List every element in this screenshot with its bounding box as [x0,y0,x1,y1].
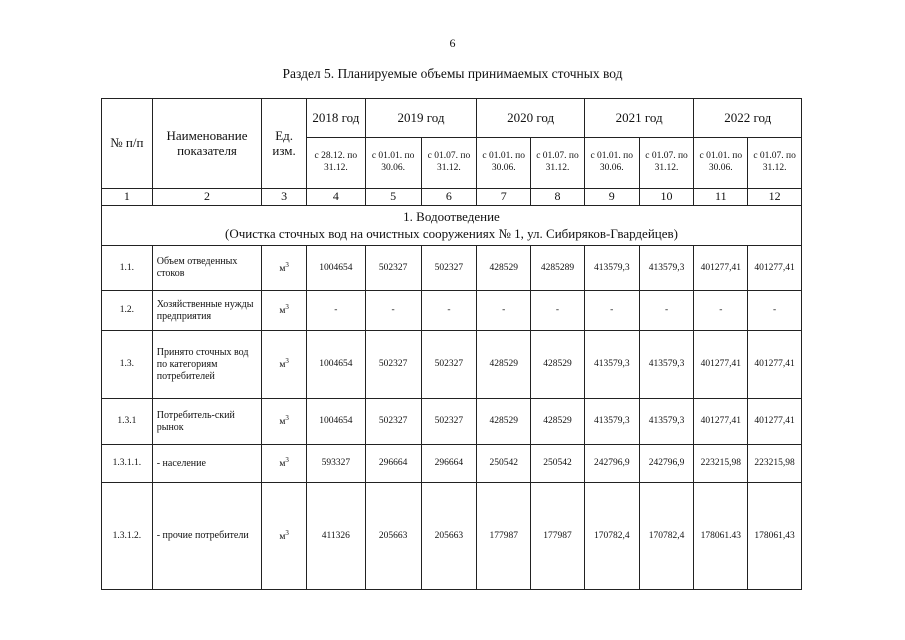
header-period: с 01.07. по 31.12. [531,138,585,189]
unit-cell [262,331,307,399]
value-cell: 428529 [477,246,531,291]
value-cell: 242796,9 [639,445,694,483]
column-index: 7 [477,189,531,206]
table-row [102,399,802,445]
value-cell: 502327 [365,399,421,445]
header-year: 2022 год [694,99,802,138]
value-cell: 205663 [421,483,477,590]
unit-cell [262,483,307,590]
value-cell: 223215,98 [748,445,802,483]
unit-label: м [279,459,286,470]
value-cell: 250542 [531,445,585,483]
unit-exponent: 3 [285,456,289,465]
unit-label: м [279,360,286,371]
header-year: 2021 год [584,99,694,138]
value-cell: 170782,4 [639,483,694,590]
value-cell: 1004654 [306,246,365,291]
indicator-name: Объем отведенных стоков [152,246,262,291]
section-heading-line1: 1. Водоотведение [403,209,500,225]
value-cell: 413579,3 [639,399,694,445]
value-cell: 296664 [365,445,421,483]
header-period: с 01.07. по 31.12. [421,138,477,189]
header-year: 2019 год [365,99,477,138]
value-cell: - [477,291,531,331]
value-cell: 178061,43 [748,483,802,590]
indicator-name: Потребитель-ский рынок [152,399,262,445]
table-row [102,291,802,331]
value-cell: 1004654 [306,331,365,399]
unit-exponent: 3 [285,260,289,269]
value-cell: 413579,3 [584,246,639,291]
value-cell: 502327 [421,399,477,445]
header-period: с 01.01. по 30.06. [584,138,639,189]
row-number: 1.3. [102,331,153,399]
header-row-years [102,99,802,138]
value-cell: 401277,41 [694,331,748,399]
value-cell: 428529 [531,331,585,399]
column-index: 3 [262,189,307,206]
header-period: с 28.12. по 31.12. [306,138,365,189]
unit-label: м [279,306,286,317]
header-period: с 01.01. по 30.06. [477,138,531,189]
column-index: 10 [639,189,694,206]
value-cell: - [306,291,365,331]
wastewater-volumes-table [101,98,802,590]
header-period: с 01.01. по 30.06. [694,138,748,189]
column-index: 5 [365,189,421,206]
value-cell: 1004654 [306,399,365,445]
header-year: 2020 год [477,99,585,138]
header-num: № п/п [102,99,153,189]
indicator-name: Принято сточных вод по категориям потребителей [152,331,262,399]
unit-exponent: 3 [285,414,289,423]
unit-cell [262,246,307,291]
unit-cell [262,445,307,483]
column-index: 6 [421,189,477,206]
value-cell: 250542 [477,445,531,483]
value-cell: 413579,3 [639,246,694,291]
value-cell: 401277,41 [748,331,802,399]
value-cell: 502327 [365,246,421,291]
header-period: с 01.07. по 31.12. [748,138,802,189]
unit-cell [262,399,307,445]
column-index-row [102,189,802,206]
value-cell: 401277,41 [694,246,748,291]
value-cell: 413579,3 [584,331,639,399]
column-index: 11 [694,189,748,206]
section-heading-row [102,206,802,246]
value-cell: 205663 [365,483,421,590]
value-cell: 413579,3 [639,331,694,399]
value-cell: 178061.43 [694,483,748,590]
table-row [102,246,802,291]
unit-cell [262,291,307,331]
row-number: 1.3.1.2. [102,483,153,590]
column-index: 1 [102,189,153,206]
table-row [102,331,802,399]
value-cell: 502327 [421,331,477,399]
value-cell: 401277,41 [694,399,748,445]
row-number: 1.3.1.1. [102,445,153,483]
row-number: 1.3.1 [102,399,153,445]
row-number: 1.1. [102,246,153,291]
value-cell: - [365,291,421,331]
value-cell: 4285289 [531,246,585,291]
indicator-name: Хозяйственные нужды предприятия [152,291,262,331]
section-title: Раздел 5. Планируемые объемы принимаемых сточных вод [282,66,623,81]
table-row [102,445,802,483]
header-period: с 01.07. по 31.12. [639,138,694,189]
page-number: 6 [449,36,456,50]
column-index: 8 [531,189,585,206]
unit-label: м [279,532,286,543]
indicator-name: - прочие потребители [152,483,262,590]
value-cell: 428529 [477,331,531,399]
value-cell: 177987 [531,483,585,590]
column-index: 2 [152,189,262,206]
value-cell: 177987 [477,483,531,590]
indicator-name: - население [152,445,262,483]
unit-exponent: 3 [285,528,289,537]
value-cell: 413579,3 [584,399,639,445]
value-cell: 428529 [531,399,585,445]
table-row [102,483,802,590]
value-cell: 223215,98 [694,445,748,483]
value-cell: 593327 [306,445,365,483]
value-cell: 242796,9 [584,445,639,483]
unit-label: м [279,417,286,428]
header-year: 2018 год [306,99,365,138]
unit-label: м [279,264,286,275]
value-cell: 170782,4 [584,483,639,590]
column-index: 4 [306,189,365,206]
header-name: Наименование показателя [152,99,262,189]
unit-exponent: 3 [285,303,289,312]
value-cell: 411326 [306,483,365,590]
value-cell: 296664 [421,445,477,483]
value-cell: 401277,41 [748,246,802,291]
unit-exponent: 3 [285,357,289,366]
value-cell: - [639,291,694,331]
section-heading [102,206,802,246]
value-cell: - [694,291,748,331]
value-cell: 428529 [477,399,531,445]
value-cell: - [748,291,802,331]
value-cell: 502327 [365,331,421,399]
value-cell: 502327 [421,246,477,291]
data-rows [102,246,802,590]
value-cell: - [531,291,585,331]
header-unit: Ед. изм. [262,99,307,189]
row-number: 1.2. [102,291,153,331]
header-period: с 01.01. по 30.06. [365,138,421,189]
column-index: 9 [584,189,639,206]
value-cell: - [584,291,639,331]
column-index: 12 [748,189,802,206]
value-cell: - [421,291,477,331]
section-heading-line2: (Очистка сточных вод на очистных сооружениях № 1, ул. Сибиряков-Гвардейцев) [225,225,678,241]
value-cell: 401277,41 [748,399,802,445]
